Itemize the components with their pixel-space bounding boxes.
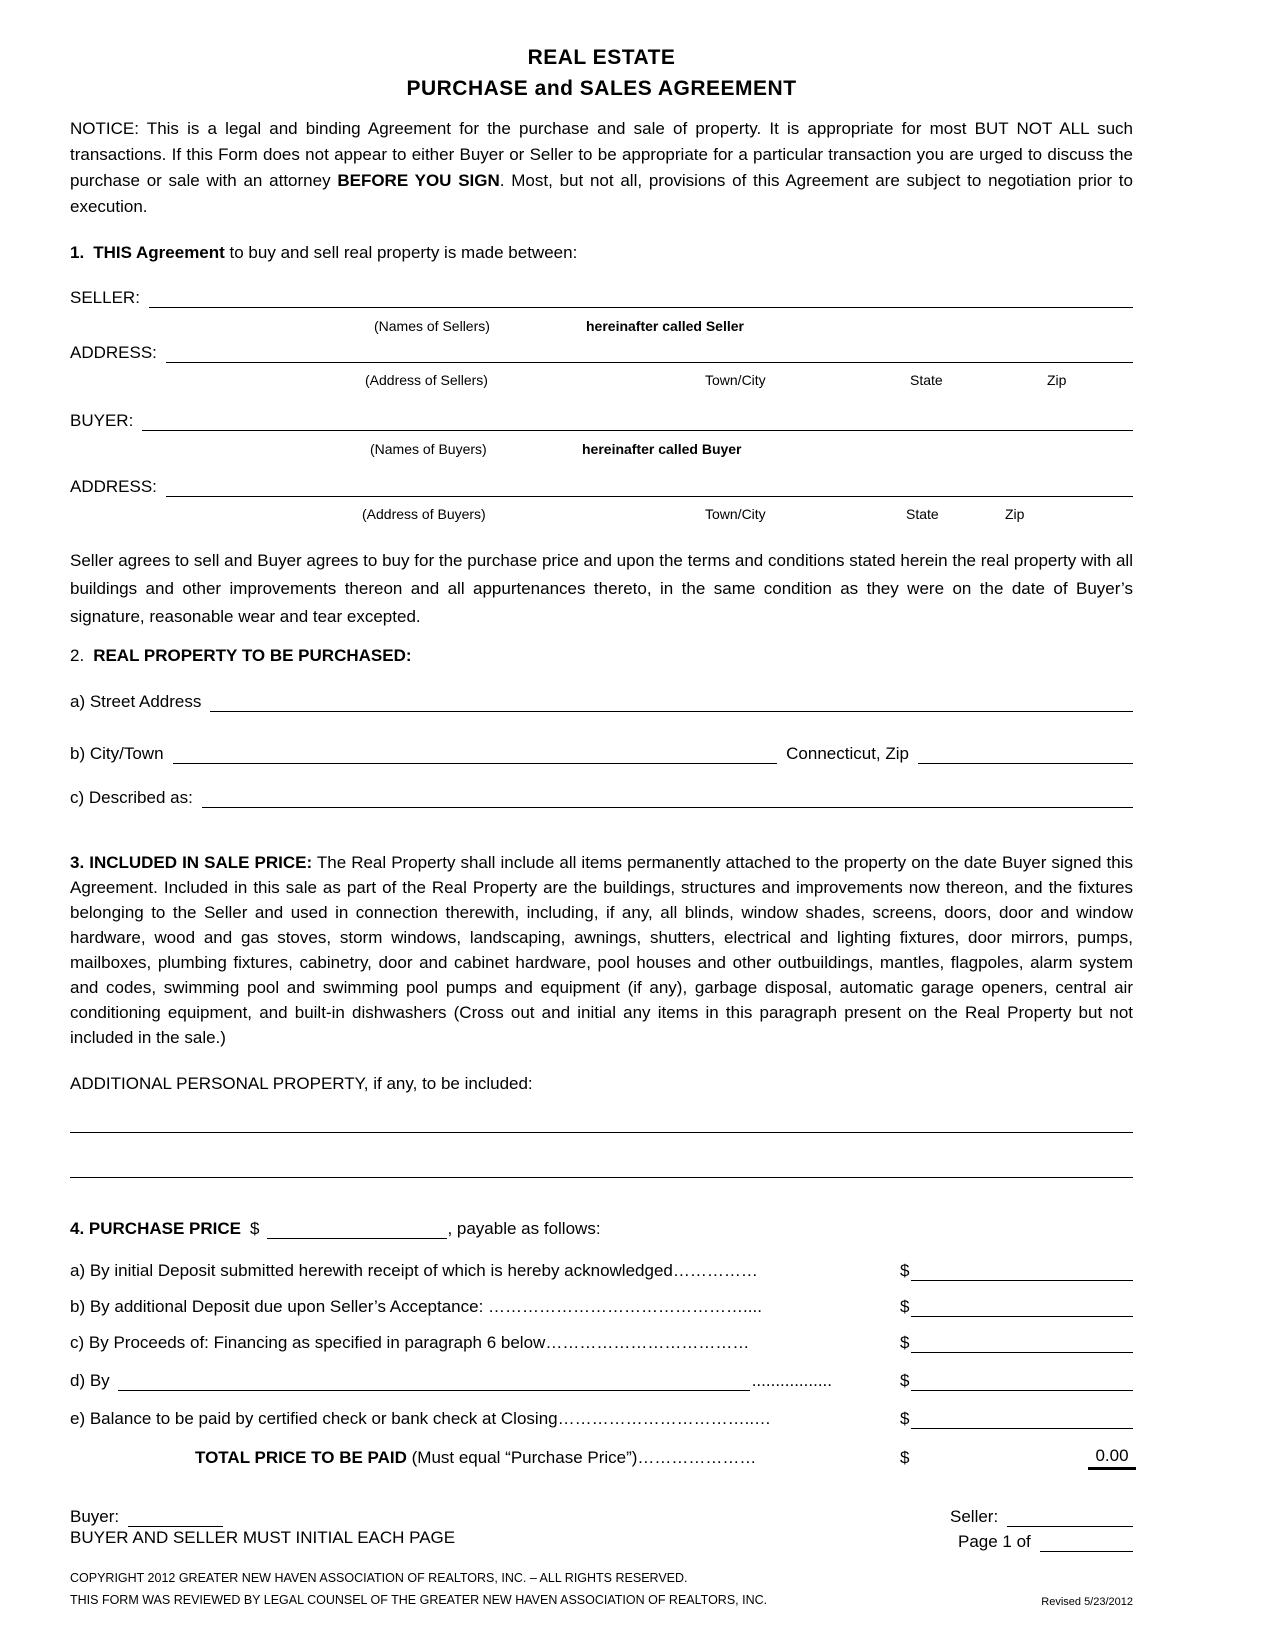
section1-number: 1. [70,243,85,262]
seller-sub-labels [70,318,1133,336]
street-address-input[interactable] [210,689,1133,712]
initials-note: BUYER AND SELLER MUST INITIAL EACH PAGE [70,1528,456,1547]
seller-zip-caption: Zip [1047,372,1067,388]
dollar-sign: $ [900,1371,910,1390]
dollar-sign: $ [900,1333,910,1352]
total-price-row [70,1438,1133,1468]
buyer-field-row [70,405,1133,431]
seller-address-sub-labels [70,372,1133,390]
payment-row-c [70,1328,1133,1353]
payment-e-label: e) Balance to be paid by certified check or bank check at Closing……………………………..… [70,1409,772,1428]
dollar-sign: $ [900,1261,910,1280]
seller-towncity-caption: Town/City [705,372,766,388]
page-number-label: Page 1 of [958,1532,1031,1551]
copyright-line1: COPYRIGHT 2012 GREATER NEW HAVEN ASSOCIATION OF REALTORS, INC. – ALL RIGHTS RESERVED. [70,1571,688,1585]
dollar-sign: $ [900,1297,910,1316]
amount-e-input[interactable] [911,1406,1133,1429]
buyer-address-input[interactable] [166,474,1133,497]
buyer-name-input[interactable] [142,408,1133,431]
street-address-label: a) Street Address [70,692,202,711]
section1-heading-bold: THIS Agreement [93,243,225,262]
zip-input[interactable] [918,741,1133,764]
dollar-sign: $ [900,1409,910,1428]
connecticut-zip-label: Connecticut, Zip [786,744,909,763]
section3-paragraph [70,850,1133,1050]
notice-text-end: . Most, but not all, provisions of this Agreement are subject to negotiation prior to execution. [70,171,1133,216]
total-price-label: TOTAL PRICE TO BE PAID [195,1448,407,1467]
buyer-zip-caption: Zip [1005,506,1025,522]
payment-row-b [70,1292,1133,1317]
street-address-row [70,686,1133,712]
total-dollar-sign: $ [900,1448,910,1467]
seller-field-row [70,282,1133,308]
other-payment-description-input[interactable] [118,1368,750,1391]
seller-address-field-row [70,337,1133,363]
buyer-sub-labels [70,441,1133,459]
city-town-row [70,738,1133,764]
section2-heading [70,646,1133,666]
buyer-hereinafter-caption: hereinafter called Buyer [582,441,742,457]
seller-hereinafter-caption: hereinafter called Seller [586,318,744,334]
buyer-initials-input[interactable] [128,1504,223,1527]
section3-body-text: The Real Property shall include all items permanently attached to the property on the date Buyer signed this Agreement. Included in this sale as part of the Real Property are the buildings, structures and improvements now thereon, and the fixtures belonging to the Seller and used in connection therewith, including, if any, all blinds, window shades, screens, doors, door and window hardware, wood and gas stoves, storm windows, landscaping, awnings, shutters, electrical and lighting fixtures, door mirrors, pumps, mailboxes, plumbing fixtures, cabinetry, door and cabinet hardware, pool houses and other outbuildings, mantles, flagpoles, alarm system and codes, swimming pool and swimming pool pumps and equipment (if any), garbage disposal, automatic garage openers, central air conditioning equipment, and built-in dishwashers (Cross out and initial any items in this paragraph present on the Real Property but not included in the sale.) [70,853,1134,1047]
payment-b-label: b) By additional Deposit due upon Seller’s Acceptance: ……………………………………….... [70,1297,762,1316]
amount-a-input[interactable] [911,1258,1133,1281]
seller-address-input[interactable] [166,340,1133,363]
payment-a-label: a) By initial Deposit submitted herewith receipt of which is hereby acknowledged…………… [70,1261,758,1280]
copyright-line2: THIS FORM WAS REVIEWED BY LEGAL COUNSEL OF THE GREATER NEW HAVEN ASSOCIATION OF REALTORS, INC. [70,1593,768,1607]
notice-bold-text: BEFORE YOU SIGN [337,171,500,190]
buyer-label: BUYER: [70,411,134,430]
section4-heading-text: 4. PURCHASE PRICE [70,1219,241,1238]
described-as-input[interactable] [202,785,1133,808]
payment-d-dots: ................. [751,1371,832,1390]
seller-address-caption: (Address of Sellers) [365,372,488,388]
initials-note-row [70,1528,1133,1552]
purchase-price-dollar-sign: $ [249,1219,260,1238]
additional-property-input-line1[interactable] [70,1132,1133,1133]
buyer-initial-label: Buyer: [70,1507,120,1526]
total-price-value[interactable]: 0.00 [1088,1446,1136,1470]
additional-property-label: ADDITIONAL PERSONAL PROPERTY, if any, to be included: [70,1074,533,1093]
section1-heading [70,243,1133,263]
title-line1: REAL ESTATE [527,46,676,69]
payable-text: , payable as follows: [447,1219,601,1238]
buyer-address-label: ADDRESS: [70,477,157,496]
section2-heading-text: REAL PROPERTY TO BE PURCHASED: [93,646,412,665]
initials-row [70,1501,1133,1527]
seller-name-input[interactable] [149,285,1133,308]
total-price-note: (Must equal “Purchase Price”)………………… [406,1448,757,1467]
payment-c-label: c) By Proceeds of: Financing as specified in paragraph 6 below……………………………… [70,1333,750,1352]
page-count-input[interactable] [1040,1529,1133,1552]
buyer-address-caption: (Address of Buyers) [362,506,486,522]
purchase-price-input[interactable] [267,1216,447,1239]
city-town-label: b) City/Town [70,744,164,763]
section1-heading-rest: to buy and sell real property is made between: [224,243,578,262]
seller-label: SELLER: [70,288,140,307]
buyer-state-caption: State [906,506,939,522]
agreement-paragraph: Seller agrees to sell and Buyer agrees to buy for the purchase price and upon the terms and conditions stated herein the real property with all buildings and other improvements thereon and all appurtenances thereto, in the same condition as they were on the date of Buyer’s signature, reasonable wear and tear excepted. [70,551,1133,626]
title-line2: PURCHASE and SALES AGREEMENT [406,77,797,100]
seller-initial-label: Seller: [950,1507,999,1526]
notice-text-start: NOTICE: This is a legal and binding Agreement for the purchase and sale of property. It is appropriate for most BUT NOT ALL such transactions. If this Form does not appear to either Buyer or Seller to be appropriate for a particular transaction you are urged to discuss the purchase or sale with an attorney [70,119,1133,190]
seller-initials-input[interactable] [1007,1504,1133,1527]
amount-b-input[interactable] [911,1294,1133,1317]
payment-row-d [70,1366,1133,1391]
described-as-row [70,782,1133,808]
payment-d-label: d) By [70,1371,110,1390]
buyer-address-field-row [70,471,1133,497]
payment-row-a [70,1256,1133,1281]
section3-heading-text: 3. INCLUDED IN SALE PRICE: [70,853,313,872]
city-town-input[interactable] [173,741,778,764]
page-title [70,42,1133,104]
copyright-line2-row [70,1592,1133,1608]
section4-heading [70,1213,1133,1239]
amount-c-input[interactable] [911,1330,1133,1353]
section2-number: 2. [70,646,85,665]
revised-date: Revised 5/23/2012 [1041,1596,1133,1608]
seller-names-caption: (Names of Sellers) [374,318,490,334]
notice-paragraph [70,116,1133,220]
payment-row-e [70,1404,1133,1429]
buyer-names-caption: (Names of Buyers) [370,441,487,457]
described-as-label: c) Described as: [70,788,193,807]
buyer-address-sub-labels [70,506,1133,524]
seller-state-caption: State [910,372,943,388]
additional-property-input-line2[interactable] [70,1177,1133,1178]
seller-address-label: ADDRESS: [70,343,157,362]
buyer-towncity-caption: Town/City [705,506,766,522]
amount-d-input[interactable] [911,1368,1133,1391]
